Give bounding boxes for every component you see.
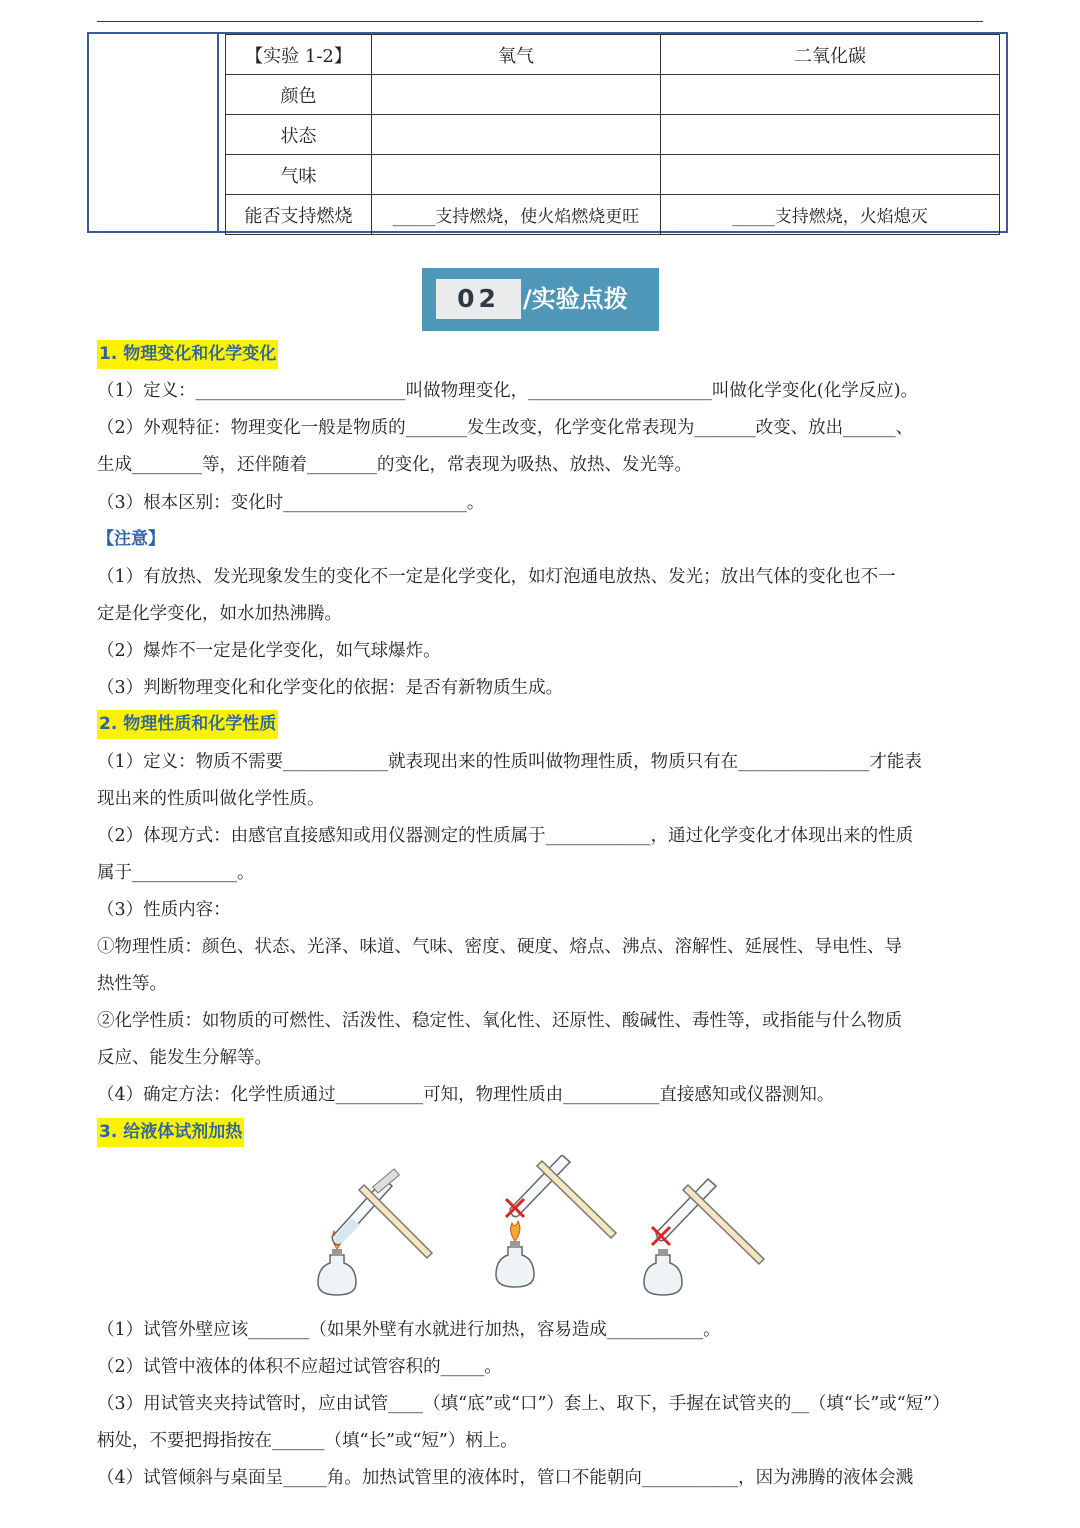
text-line: （2）试管中液体的体积不应超过试管容积的_____。 bbox=[97, 1357, 502, 1377]
text-line: （1）定义：物质不需要____________就表现出来的性质叫做物理性质，物质只有在_______________才能表 bbox=[97, 752, 922, 772]
table-header-cell: 氧气 bbox=[372, 35, 661, 75]
heading-physical-chemical-property: 2. 物理性质和化学性质 bbox=[97, 710, 278, 739]
table-cell: _____支持燃烧，使火焰燃烧更旺 bbox=[372, 195, 661, 235]
table-cell: 状态 bbox=[226, 115, 372, 155]
table-cell bbox=[661, 155, 1000, 195]
text-line: ②化学性质：如物质的可燃性、活泼性、稳定性、氧化性、还原性、酸碱性、毒性等，或指能与什么物质 bbox=[97, 1011, 902, 1031]
text-line: （1）定义：________________________叫做物理变化，_____________________叫做化学变化(化学反应)。 bbox=[97, 381, 919, 401]
table-header-cell: 二氧化碳 bbox=[661, 35, 1000, 75]
text-line: （3）判断物理变化和化学变化的依据：是否有新物质生成。 bbox=[97, 678, 564, 698]
text-line: 热性等。 bbox=[97, 974, 167, 994]
text-line: （2）体现方式：由感官直接感知或用仪器测定的性质属于____________，通过化学变化才体现出来的性质 bbox=[97, 826, 914, 846]
text-line: 现出来的性质叫做化学性质。 bbox=[97, 789, 325, 809]
heating-illustrations bbox=[300, 1155, 780, 1305]
table-cell: 能否支持燃烧 bbox=[226, 195, 372, 235]
text-line: 定是化学变化，如水加热沸腾。 bbox=[97, 604, 342, 624]
text-line: 生成________等，还伴随着________的变化，常表现为吸热、放热、发光等。 bbox=[97, 455, 692, 475]
frame-divider bbox=[217, 34, 219, 231]
table-row bbox=[226, 115, 1000, 155]
table-cell bbox=[372, 75, 661, 115]
text-line: ①物理性质：颜色、状态、光泽、味道、气味、密度、硬度、熔点、沸点、溶解性、延展性、导电性、导 bbox=[97, 937, 902, 957]
table-row bbox=[226, 195, 1000, 235]
text-line: 柄处，不要把拇指按在______（填“长”或“短”）柄上。 bbox=[97, 1431, 518, 1451]
text-line: （3）性质内容： bbox=[97, 900, 231, 920]
table-row bbox=[226, 75, 1000, 115]
correct-heating-figure bbox=[318, 1169, 432, 1295]
heading-heating-liquid: 3. 给液体试剂加热 bbox=[97, 1118, 244, 1147]
table-cell bbox=[372, 115, 661, 155]
text-line: （3）根本区别：变化时_____________________。 bbox=[97, 493, 485, 513]
table-row bbox=[226, 155, 1000, 195]
text-line: （1）有放热、发光现象发生的变化不一定是化学变化，如灯泡通电放热、发光；放出气体的变化也不一 bbox=[97, 567, 896, 587]
table-header-row bbox=[226, 35, 1000, 75]
section-badge bbox=[422, 268, 659, 331]
table-cell bbox=[372, 155, 661, 195]
incorrect-heating-figure bbox=[496, 1155, 616, 1287]
table-cell: 颜色 bbox=[226, 75, 372, 115]
text-line: 属于____________。 bbox=[97, 863, 255, 883]
text-line: （1）试管外壁应该_______（如果外壁有水就进行加热，容易造成___________。 bbox=[97, 1320, 721, 1340]
heading-physical-chemical-change: 1. 物理变化和化学变化 bbox=[97, 340, 278, 369]
section-number: 02 bbox=[436, 279, 521, 319]
experiment-table bbox=[225, 34, 1000, 235]
table-cell: 气味 bbox=[226, 155, 372, 195]
text-line: （4）试管倾斜与桌面呈_____角。加热试管里的液体时，管口不能朝向___________，因为沸腾的液体会溅 bbox=[97, 1468, 914, 1488]
note-heading: 【注意】 bbox=[97, 529, 165, 549]
table-cell bbox=[661, 75, 1000, 115]
table-header-cell: 【实验 1-2】 bbox=[226, 35, 372, 75]
table-cell: _____支持燃烧，火焰熄灭 bbox=[661, 195, 1000, 235]
text-line: 反应、能发生分解等。 bbox=[97, 1048, 272, 1068]
text-line: （2）爆炸不一定是化学变化，如气球爆炸。 bbox=[97, 641, 441, 661]
top-rule bbox=[97, 21, 983, 22]
text-line: （2）外观特征：物理变化一般是物质的_______发生改变，化学变化常表现为_______改变、放出______、 bbox=[97, 418, 914, 438]
section-title: /实验点拨 bbox=[523, 285, 628, 313]
text-line: （3）用试管夹夹持试管时，应由试管____（填“底”或“口”）套上、取下，手握在试管夹的__（填“长”或“短”） bbox=[97, 1394, 950, 1414]
text-line: （4）确定方法：化学性质通过__________可知，物理性质由___________直接感知或仪器测知。 bbox=[97, 1085, 835, 1105]
table-cell bbox=[661, 115, 1000, 155]
incorrect-heating-figure bbox=[644, 1179, 764, 1295]
